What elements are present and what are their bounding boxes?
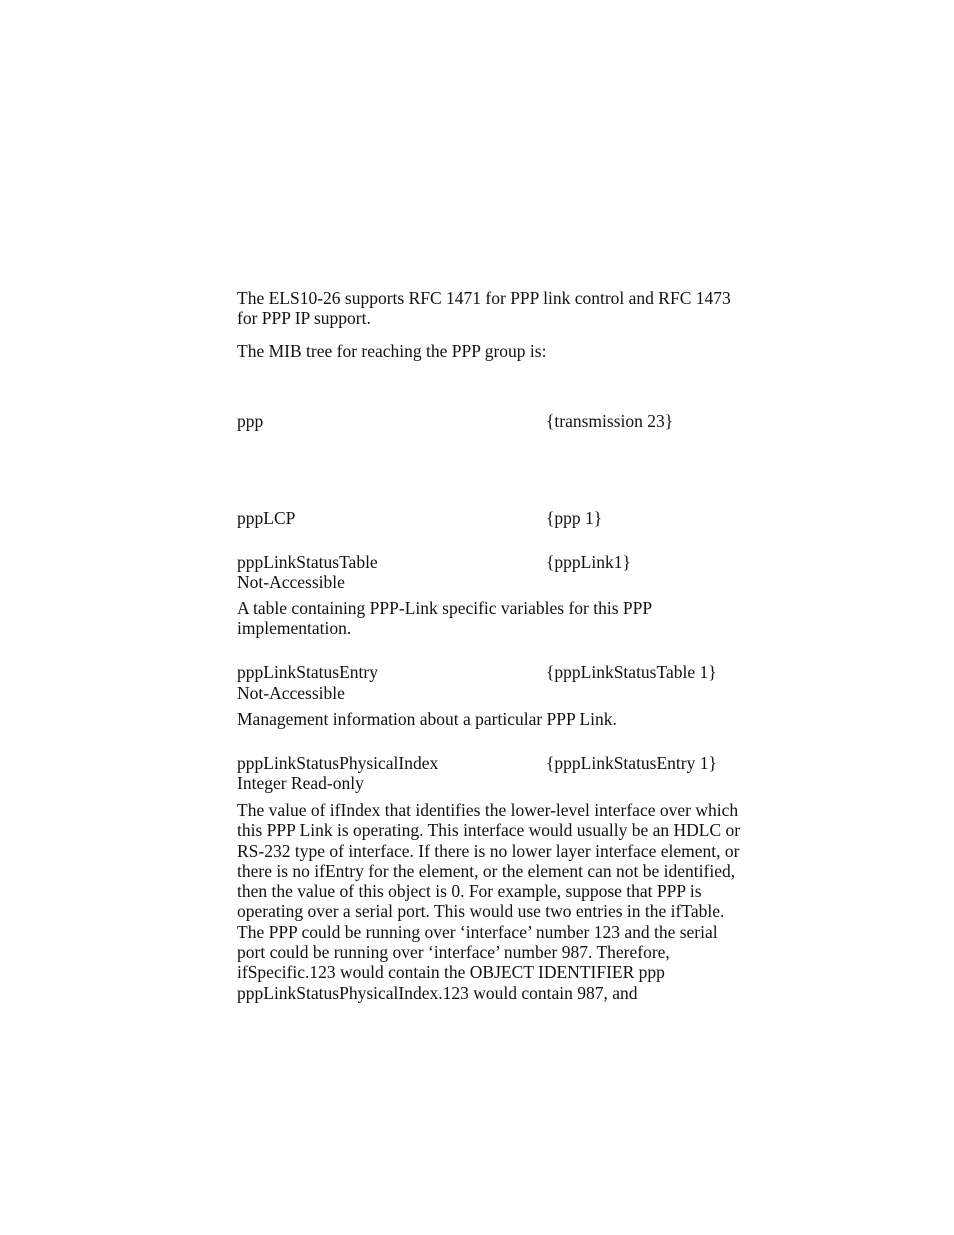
ppp-name: ppp	[237, 411, 264, 431]
ppp-oid: {transmission 23}	[546, 411, 674, 431]
object-access: Integer Read-only	[237, 773, 364, 793]
intro-paragraph-rfc-support: The ELS10-26 supports RFC 1471 for PPP link control and RFC 1473 for PPP IP support.	[237, 288, 731, 329]
ppplcp-oid: {ppp 1}	[546, 508, 603, 528]
object-description: The value of ifIndex that identifies the lower-level interface over which this PPP Link is operating. This interface would usually be an HDLC or RS-232 type of interface. If there is no lower layer interface element, or there is no ifEntry for the element, or the element can not be identified, then the value of this object is 0. For example, suppose that PPP is operating over a serial port. This would use two entries in the ifTable. The PPP could be running over ‘interface’ number 123 and the serial port could be running over ‘interface’ number 987. Therefore, ifSpecific.123 would contain the OBJECT IDENTIFIER ppp pppLinkStatusPhysicalIndex.123 would contain 987, and	[237, 800, 741, 1003]
object-description: Management information about a particular PPP Link.	[237, 709, 617, 729]
object-access: Not-Accessible	[237, 572, 345, 592]
object-oid: {pppLinkStatusTable 1}	[546, 662, 717, 682]
ppplcp-name: pppLCP	[237, 508, 296, 528]
object-oid: {pppLinkStatusEntry 1}	[546, 753, 717, 773]
object-name: pppLinkStatusPhysicalIndex	[237, 753, 439, 773]
intro-paragraph-mib-tree: The MIB tree for reaching the PPP group is:	[237, 341, 547, 361]
object-oid: {pppLink1}	[546, 552, 631, 572]
object-description: A table containing PPP-Link specific variables for this PPP implementation.	[237, 598, 652, 639]
object-name: pppLinkStatusTable	[237, 552, 378, 572]
object-access: Not-Accessible	[237, 683, 345, 703]
object-name: pppLinkStatusEntry	[237, 662, 378, 682]
